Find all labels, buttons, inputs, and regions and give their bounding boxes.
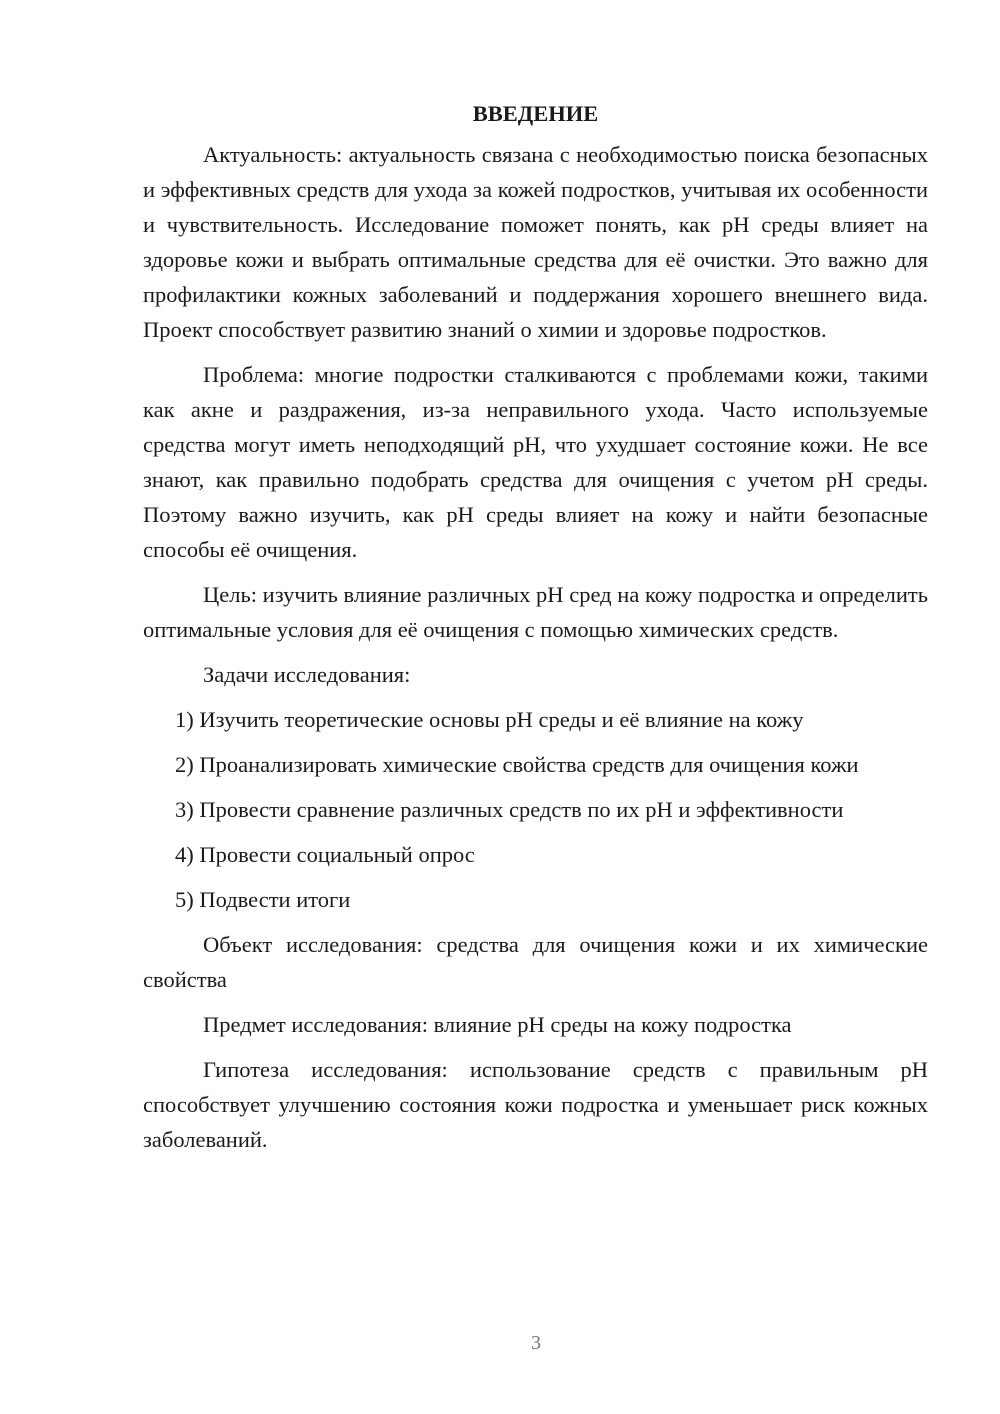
- task-item-2: 2) Проанализировать химические свойства средств для очищения кожи: [175, 752, 859, 777]
- task-item-4: 4) Провести социальный опрос: [175, 842, 475, 867]
- paragraph-tasks-title: Задачи исследования:: [203, 662, 411, 687]
- paragraph-relevance: Актуальность: актуальность связана с необходимостью поиска безопасных и эффективных средств для ухода за кожей подростков, учитывая их особенности и чувствительность. Исследование поможет понять, как pH среды влияет на здоровье кожи и выбрать оптимальные средства для её очистки. Это важно для профилактики кожных заболеваний и поддержания хорошего внешнего вида. Проект способствует развитию знаний о химии и здоровье подростков.: [143, 142, 928, 342]
- section-heading: ВВЕДЕНИЕ: [472, 101, 599, 126]
- paragraph-goal: Цель: изучить влияние различных pH сред на кожу подростка и определить оптимальные условия для её очищения с помощью химических средств.: [143, 582, 928, 642]
- task-item-3: 3) Провести сравнение различных средств по их pH и эффективности: [175, 797, 844, 822]
- page-number: 3: [531, 1332, 541, 1354]
- task-item-1: 1) Изучить теоретические основы pH среды и её влияние на кожу: [175, 707, 804, 732]
- page-content: [143, 96, 928, 1167]
- paragraph-hypothesis: Гипотеза исследования: использование средств с правильным pH способствует улучшению состояния кожи подростка и уменьшает риск кожных заболеваний.: [143, 1057, 928, 1152]
- task-item-5: 5) Подвести итоги: [175, 887, 351, 912]
- paragraph-object: Объект исследования: средства для очищения кожи и их химические свойства: [143, 932, 928, 992]
- paragraph-subject: Предмет исследования: влияние pH среды на кожу подростка: [203, 1012, 792, 1037]
- paragraph-problem: Проблема: многие подростки сталкиваются с проблемами кожи, такими как акне и раздражения, из-за неправильного ухода. Часто используемые средства могут иметь неподходящий pH, что ухудшает состояние кожи. Не все знают, как правильно подобрать средства для очищения с учетом pH среды. Поэтому важно изучить, как pH среды влияет на кожу и найти безопасные способы её очищения.: [143, 362, 928, 562]
